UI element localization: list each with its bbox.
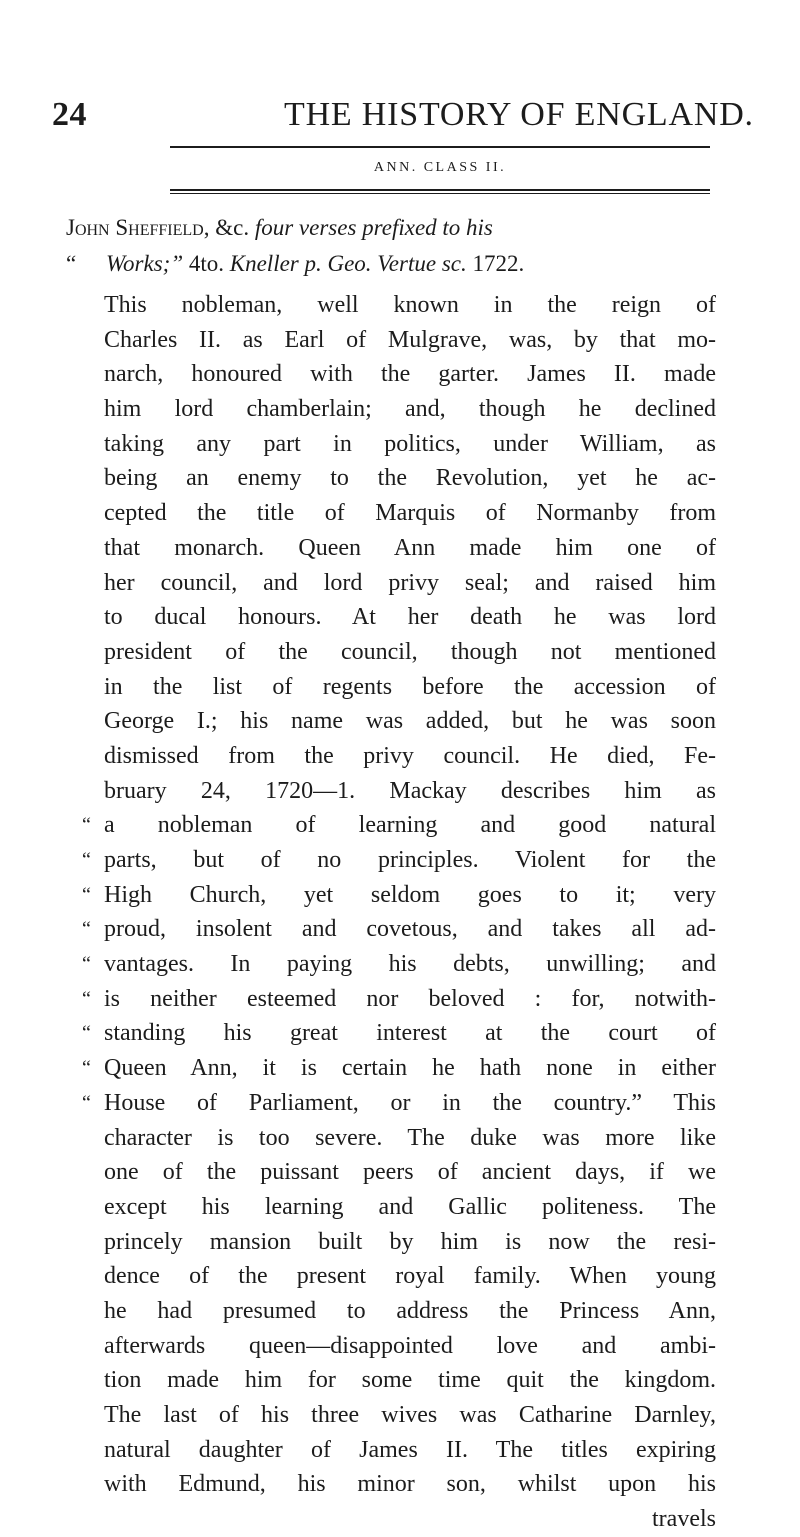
line-text: Charles II. as Earl of Mulgrave, was, by that mo- <box>104 326 716 353</box>
text-line <box>104 739 716 774</box>
line-text: proud, insolent and covetous, and takes all ad- <box>104 916 716 943</box>
line-text: bruary 24, 1720—1. Mackay describes him as <box>104 777 716 804</box>
quote-mark: “ <box>82 1057 91 1080</box>
text-line <box>104 531 716 566</box>
text-line <box>104 704 716 739</box>
text-line <box>104 1121 716 1156</box>
quote-mark: “ <box>82 1091 91 1114</box>
heading-line-1 <box>66 210 716 246</box>
line-text: George I.; his name was added, but he was soon <box>104 708 716 735</box>
text-line <box>82 1051 716 1086</box>
text-line <box>104 357 716 392</box>
line-text: parts, but of no principles. Violent for the <box>104 847 716 873</box>
line-text: president of the council, though not mentioned <box>104 638 716 665</box>
text-line <box>104 1155 716 1190</box>
line-text: Queen Ann, it is certain he hath none in either <box>104 1055 716 1082</box>
line-text: one of the puissant peers of ancient days, if we <box>104 1159 716 1186</box>
line-text: except his learning and Gallic politeness. The <box>104 1193 716 1220</box>
text-line <box>82 1086 716 1121</box>
line-text: narch, honoured with the garter. James II. made <box>104 361 716 388</box>
text-line <box>82 912 716 947</box>
text-line <box>82 808 716 843</box>
line-text: princely mansion built by him is now the resi- <box>104 1228 716 1255</box>
line-text: that monarch. Queen Ann made him one of <box>104 534 716 561</box>
text-line <box>104 635 716 670</box>
quote-mark: “ <box>82 814 91 837</box>
section-rule-thin <box>170 193 710 194</box>
quote-mark: “ <box>82 883 91 906</box>
line-text: being an enemy to the Revolution, yet he ac- <box>104 465 716 492</box>
text-line <box>82 878 716 913</box>
text-line <box>104 1190 716 1225</box>
line-text: character is too severe. The duke was more like <box>104 1124 716 1151</box>
line-text: with Edmund, his minor son, whilst upon his <box>104 1471 716 1498</box>
line-text: him lord chamberlain; and, though he declined <box>104 396 716 423</box>
heading-quote-mark: “ <box>66 251 77 276</box>
line-text: The last of his three wives was Catharine Darnley, <box>104 1402 716 1428</box>
line-text: afterwards queen—disappointed love and ambi- <box>104 1332 716 1359</box>
line-text: High Church, yet seldom goes to it; very <box>104 881 716 908</box>
line-text: he had presumed to address the Princess Ann, <box>104 1297 716 1324</box>
text-line <box>104 670 716 705</box>
text-line <box>82 1016 716 1051</box>
text-line <box>104 566 716 601</box>
line-text: in the list of regents before the accession of <box>104 673 716 700</box>
catchword: travels <box>652 1506 716 1533</box>
line-text: House of Parliament, or in the country.” This <box>104 1089 716 1116</box>
text-line <box>104 1363 716 1398</box>
line-text: dence of the present royal family. When young <box>104 1263 716 1290</box>
running-title: THE HISTORY OF ENGLAND. <box>284 96 754 133</box>
line-text: to ducal honours. At her death he was lord <box>104 604 716 631</box>
heading-etc: &c. <box>215 215 250 240</box>
page-number: 24 <box>52 96 87 133</box>
quote-mark: “ <box>82 1022 91 1045</box>
text-line <box>82 843 716 878</box>
heading-note: four verses prefixed to his <box>254 215 493 240</box>
heading-year: 1722. <box>472 251 525 276</box>
sitter-name: John Sheffield, <box>66 215 210 240</box>
body-text <box>82 288 716 1537</box>
line-text: cepted the title of Marquis of Normanby from <box>104 500 716 527</box>
line-text: standing his great interest at the court of <box>104 1020 716 1047</box>
text-line <box>104 1433 716 1468</box>
text-line <box>104 288 716 323</box>
quote-mark: “ <box>82 849 91 871</box>
top-rule <box>170 146 710 148</box>
line-text: is neither esteemed nor beloved : for, notwith- <box>104 985 716 1012</box>
text-line <box>104 461 716 496</box>
text-line <box>104 1329 716 1364</box>
text-line <box>104 774 716 809</box>
quote-mark: “ <box>82 987 91 1010</box>
quote-mark: “ <box>82 918 91 941</box>
line-text: a nobleman of learning and good natural <box>104 812 716 839</box>
heading-format: 4to. <box>188 251 224 276</box>
text-line <box>104 1294 716 1329</box>
line-text: vantages. In paying his debts, unwilling; and <box>104 951 716 978</box>
text-line <box>104 1398 716 1433</box>
text-line <box>104 427 716 462</box>
text-line <box>104 1259 716 1294</box>
heading-artists: Kneller p. Geo. Vertue sc. <box>229 251 467 276</box>
line-text: natural daughter of James II. The titles expiring <box>104 1436 716 1463</box>
section-rule <box>170 189 710 191</box>
text-line <box>82 982 716 1017</box>
running-head <box>0 96 800 136</box>
text-line <box>104 392 716 427</box>
text-line <box>82 947 716 982</box>
portrait-entry-heading <box>66 210 716 282</box>
line-text: This nobleman, well known in the reign of <box>104 292 716 318</box>
heading-line-2 <box>66 246 716 282</box>
text-line <box>104 323 716 358</box>
heading-works: Works;” <box>106 251 184 276</box>
line-text: taking any part in politics, under William, as <box>104 430 716 457</box>
quote-mark: “ <box>82 953 91 976</box>
section-label: ANN. CLASS II. <box>373 160 507 175</box>
line-text: dismissed from the privy council. He died, Fe- <box>104 742 716 769</box>
line-text: tion made him for some time quit the kingdom. <box>104 1367 716 1394</box>
line-text: her council, and lord privy seal; and raised him <box>104 569 716 596</box>
text-line <box>104 1225 716 1260</box>
text-line <box>104 1467 716 1502</box>
text-line <box>104 496 716 531</box>
text-line <box>104 600 716 635</box>
